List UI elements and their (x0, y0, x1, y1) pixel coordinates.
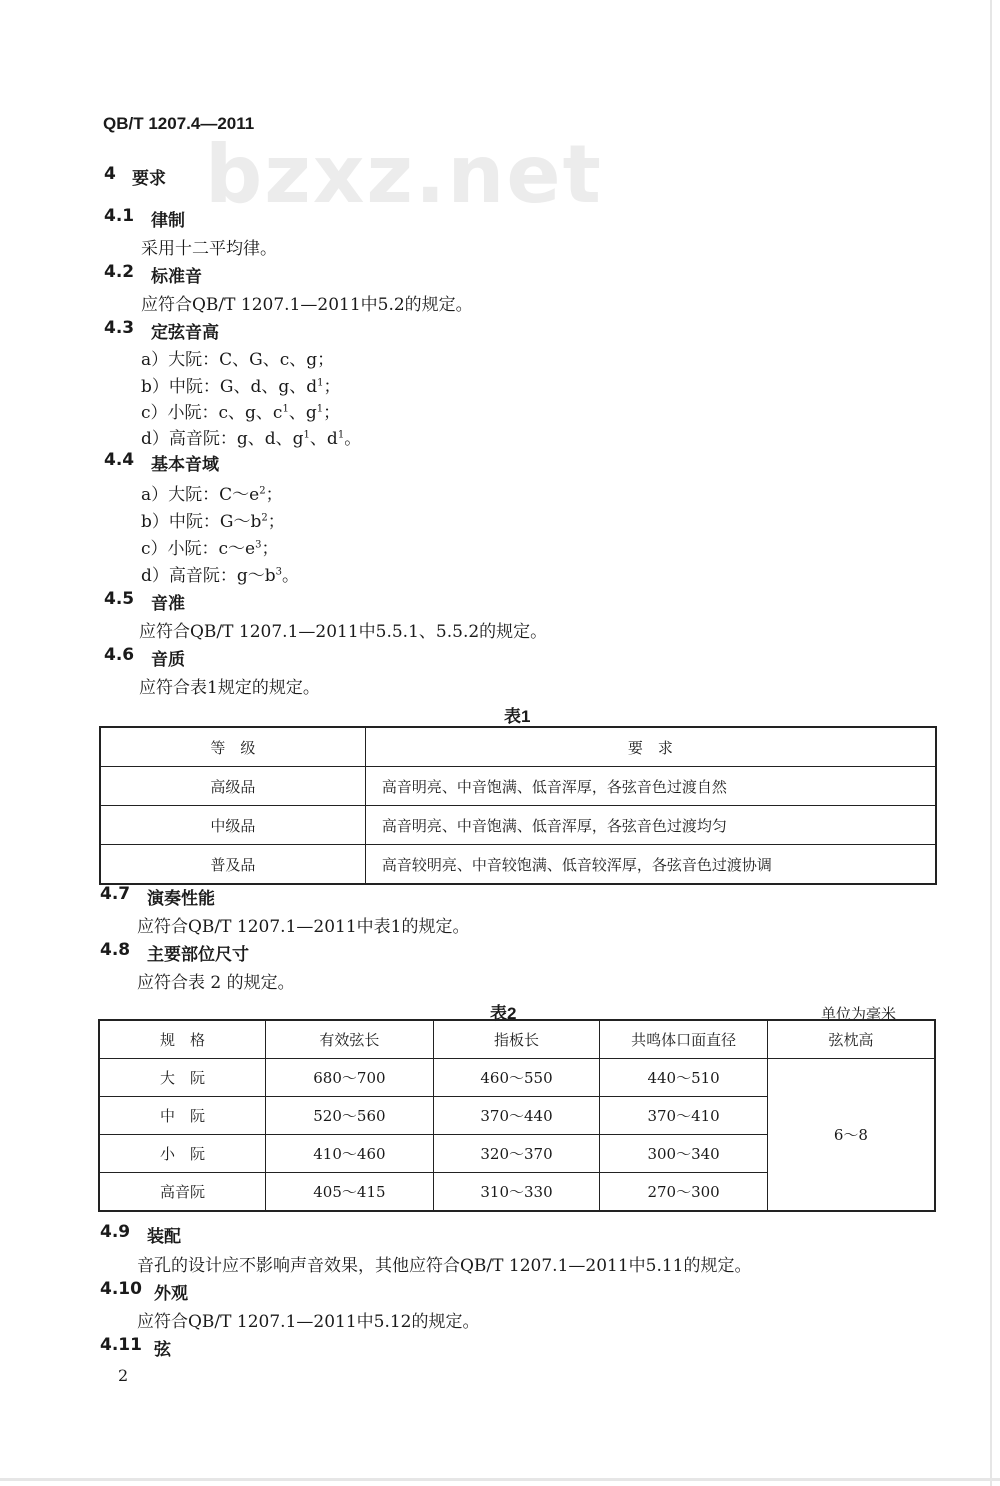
grade-cell: 普及品 (100, 845, 365, 885)
section-4-8-num: 4.8 (100, 940, 131, 960)
string-length-cell: 410～460 (266, 1135, 434, 1173)
item-after: 。 (282, 566, 300, 586)
spec-cell: 高音阮 (99, 1173, 266, 1212)
table-row (99, 1059, 935, 1097)
section-4-8-title: 主要部位尺寸 (147, 945, 249, 965)
section-4-10-text: 应符合QB/T 1207.1—2011中5.12的规定。 (137, 1312, 480, 1332)
list-item (141, 398, 340, 423)
item-label: a） (141, 485, 169, 505)
section-4-title: 要求 (132, 169, 166, 189)
grade-cell: 中级品 (100, 806, 365, 845)
section-4-3-title: 定弦音高 (151, 323, 219, 343)
section-4-5-text: 应符合QB/T 1207.1—2011中5.5.1、5.5.2的规定。 (139, 622, 548, 642)
item-label: c） (141, 403, 168, 423)
item-sup-2: 1 (316, 403, 324, 415)
section-4-9-text: 音孔的设计应不影响声音效果，其他应符合QB/T 1207.1—2011中5.11的规定。 (137, 1256, 752, 1276)
item-sup: 2 (259, 485, 266, 497)
item-text: G～b (219, 512, 262, 532)
item-text: c～e (218, 539, 256, 559)
table-1 (99, 726, 937, 885)
item-name: 高音阮： (168, 429, 237, 449)
section-4-num: 4 (104, 164, 116, 184)
section-4-6-num: 4.6 (104, 645, 135, 665)
soundbox-diameter-cell: 300～340 (600, 1135, 768, 1173)
section-4-2-title: 标准音 (151, 267, 202, 287)
item-label: d） (141, 566, 169, 586)
item-sup-2: 1 (337, 429, 345, 441)
list-item (141, 480, 283, 505)
header-fingerboard: 指板长 (433, 1020, 600, 1059)
section-4-1-text: 采用十二平均律。 (141, 239, 277, 259)
item-sup: 1 (303, 429, 310, 441)
soundbox-diameter-cell: 270～300 (600, 1173, 768, 1212)
item-after: ； (265, 485, 283, 505)
header-string-length: 有效弦长 (266, 1020, 434, 1059)
fingerboard-cell: 310～330 (433, 1173, 600, 1212)
item-after: 、d (309, 429, 338, 449)
standard-code: QB/T 1207.4—2011 (103, 114, 255, 133)
item-name: 小阮： (167, 403, 219, 423)
list-item (141, 507, 285, 532)
table-2-caption: 表2 (490, 1004, 517, 1023)
list-item (141, 534, 279, 559)
section-4-8-text: 应符合表 2 的规定。 (137, 973, 295, 993)
table-header-row (99, 1020, 935, 1059)
scan-edge-bottom (0, 1478, 1000, 1481)
soundbox-diameter-cell: 370～410 (600, 1097, 768, 1135)
section-4-4-title: 基本音域 (151, 455, 219, 475)
item-sup: 1 (317, 377, 324, 389)
header-requirement: 要 求 (365, 727, 936, 767)
item-after-2: 。 (344, 429, 362, 449)
nut-height-cell: 6～8 (767, 1059, 935, 1212)
section-4-10-title: 外观 (154, 1284, 188, 1304)
watermark: bzxz.net (205, 128, 603, 221)
item-name: 中阮： (168, 512, 220, 532)
item-name: 大阮： (168, 350, 220, 370)
section-4-11-num: 4.11 (100, 1335, 142, 1355)
item-name: 高音阮： (168, 566, 237, 586)
item-after-2: ； (323, 403, 341, 423)
item-label: b） (141, 377, 169, 397)
section-4-7-num: 4.7 (100, 884, 131, 904)
header-spec: 规 格 (99, 1020, 266, 1059)
table-2-unit: 单位为毫米 (821, 1005, 897, 1023)
item-after: 、g (288, 403, 317, 423)
item-label: d） (141, 429, 169, 449)
list-item (141, 561, 299, 586)
item-after: ； (261, 539, 279, 559)
section-4-2-text: 应符合QB/T 1207.1—2011中5.2的规定。 (141, 295, 473, 315)
soundbox-diameter-cell: 440～510 (600, 1059, 768, 1097)
requirement-cell: 高音较明亮、中音较饱满、低音较浑厚，各弦音色过渡协调 (365, 845, 936, 885)
item-label: a） (141, 350, 169, 370)
table-row (100, 845, 936, 885)
section-4-3-num: 4.3 (104, 318, 135, 338)
item-text: C～e (219, 485, 260, 505)
section-4-10-num: 4.10 (100, 1279, 142, 1299)
table-2 (98, 1019, 936, 1212)
item-after: ； (267, 512, 285, 532)
item-text: c、g、c (218, 403, 283, 423)
table-row (100, 767, 936, 806)
section-4-6-text: 应符合表1规定的规定。 (139, 678, 320, 698)
item-label: b） (141, 512, 169, 532)
section-4-7-title: 演奏性能 (147, 889, 215, 909)
item-name: 大阮： (168, 485, 220, 505)
list-item (141, 345, 334, 370)
item-text: g、d、g (236, 429, 304, 449)
page-number: 2 (118, 1366, 129, 1385)
string-length-cell: 520～560 (266, 1097, 434, 1135)
spec-cell: 大 阮 (99, 1059, 266, 1097)
string-length-cell: 680～700 (266, 1059, 434, 1097)
item-name: 小阮： (167, 539, 219, 559)
section-4-5-num: 4.5 (104, 589, 135, 609)
section-4-7-text: 应符合QB/T 1207.1—2011中表1的规定。 (137, 917, 470, 937)
item-text: g～b (236, 566, 276, 586)
item-label: c） (141, 539, 168, 559)
header-soundbox-diameter: 共鸣体口面直径 (600, 1020, 768, 1059)
section-4-1-title: 律制 (151, 211, 185, 231)
spec-cell: 小 阮 (99, 1135, 266, 1173)
table-1-caption: 表1 (504, 707, 531, 726)
section-4-4-num: 4.4 (104, 450, 135, 470)
table-row (100, 806, 936, 845)
item-name: 中阮： (168, 377, 220, 397)
item-sup: 1 (282, 403, 289, 415)
section-4-9-title: 装配 (147, 1227, 181, 1247)
header-nut-height: 弦枕高 (767, 1020, 935, 1059)
scan-edge-right (990, 0, 992, 1486)
string-length-cell: 405～415 (266, 1173, 434, 1212)
header-grade: 等 级 (100, 727, 365, 767)
fingerboard-cell: 460～550 (433, 1059, 600, 1097)
section-4-11-title: 弦 (154, 1340, 171, 1360)
section-4-9-num: 4.9 (100, 1222, 131, 1242)
item-text: G、d、g、d (219, 377, 318, 397)
requirement-cell: 高音明亮、中音饱满、低音浑厚，各弦音色过渡均匀 (365, 806, 936, 845)
fingerboard-cell: 370～440 (433, 1097, 600, 1135)
fingerboard-cell: 320～370 (433, 1135, 600, 1173)
section-4-5-title: 音准 (151, 594, 185, 614)
requirement-cell: 高音明亮、中音饱满、低音浑厚，各弦音色过渡自然 (365, 767, 936, 806)
spec-cell: 中 阮 (99, 1097, 266, 1135)
item-sup: 3 (275, 566, 283, 578)
item-sup: 3 (255, 539, 262, 551)
item-after: ； (323, 377, 341, 397)
section-4-2-num: 4.2 (104, 262, 135, 282)
item-sup: 2 (261, 512, 268, 524)
section-4-1-num: 4.1 (104, 206, 135, 226)
grade-cell: 高级品 (100, 767, 365, 806)
table-header-row (100, 727, 936, 767)
section-4-6-title: 音质 (151, 650, 185, 670)
item-text: C、G、c、g； (219, 350, 335, 370)
list-item (141, 424, 361, 449)
list-item (141, 372, 341, 397)
